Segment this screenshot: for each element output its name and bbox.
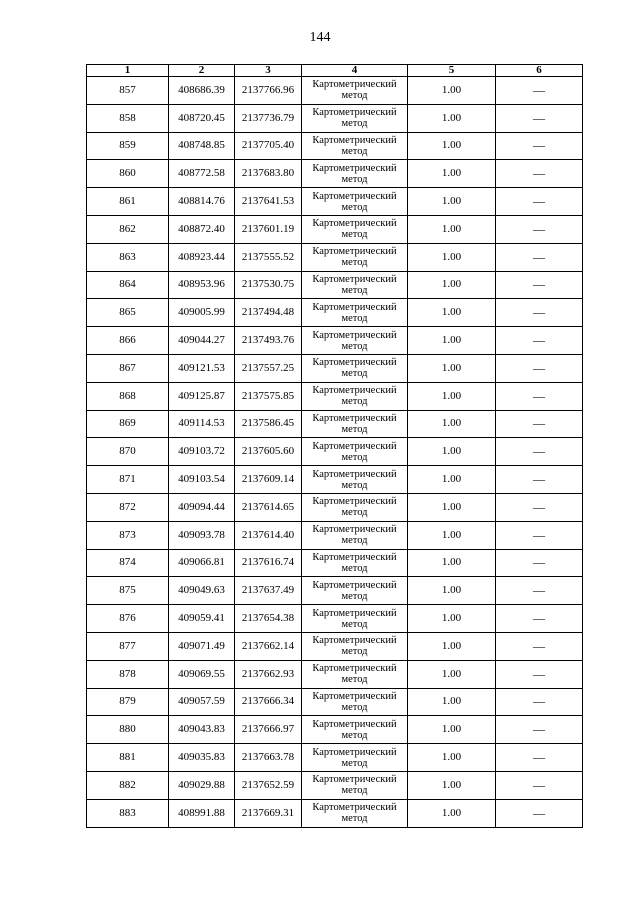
note-cell: — — [496, 188, 583, 216]
accuracy-cell: 1.00 — [408, 660, 496, 688]
accuracy-cell: 1.00 — [408, 188, 496, 216]
table-header-row — [87, 65, 583, 77]
x-coordinate-cell: 409049.63 — [169, 577, 235, 605]
method-cell: Картометрический метод — [302, 577, 408, 605]
x-coordinate-cell: 408991.88 — [169, 799, 235, 827]
method-cell: Картометрический метод — [302, 327, 408, 355]
method-cell: Картометрический метод — [302, 382, 408, 410]
accuracy-cell: 1.00 — [408, 688, 496, 716]
note-cell: — — [496, 632, 583, 660]
y-coordinate-cell: 2137666.34 — [235, 688, 302, 716]
accuracy-cell: 1.00 — [408, 327, 496, 355]
table-row — [87, 215, 583, 243]
y-coordinate-cell: 2137641.53 — [235, 188, 302, 216]
accuracy-cell: 1.00 — [408, 605, 496, 633]
point-number-cell: 875 — [87, 577, 169, 605]
point-number-cell: 863 — [87, 243, 169, 271]
accuracy-cell: 1.00 — [408, 77, 496, 105]
point-number-cell: 861 — [87, 188, 169, 216]
note-cell: — — [496, 744, 583, 772]
point-number-cell: 868 — [87, 382, 169, 410]
table-row — [87, 160, 583, 188]
note-cell: — — [496, 104, 583, 132]
point-number-cell: 870 — [87, 438, 169, 466]
point-number-cell: 869 — [87, 410, 169, 438]
y-coordinate-cell: 2137766.96 — [235, 77, 302, 105]
note-cell: — — [496, 771, 583, 799]
x-coordinate-cell: 409071.49 — [169, 632, 235, 660]
method-cell: Картометрический метод — [302, 160, 408, 188]
point-number-cell: 872 — [87, 493, 169, 521]
note-cell: — — [496, 243, 583, 271]
table-row — [87, 716, 583, 744]
table-row — [87, 493, 583, 521]
x-coordinate-cell: 409029.88 — [169, 771, 235, 799]
y-coordinate-cell: 2137683.80 — [235, 160, 302, 188]
table-row — [87, 354, 583, 382]
page-number: 144 — [309, 30, 331, 45]
y-coordinate-cell: 2137666.97 — [235, 716, 302, 744]
accuracy-cell: 1.00 — [408, 577, 496, 605]
point-number-cell: 857 — [87, 77, 169, 105]
accuracy-cell: 1.00 — [408, 382, 496, 410]
x-coordinate-cell: 409094.44 — [169, 493, 235, 521]
method-cell: Картометрический метод — [302, 188, 408, 216]
x-coordinate-cell: 409069.55 — [169, 660, 235, 688]
method-cell: Картометрический метод — [302, 132, 408, 160]
point-number-cell: 878 — [87, 660, 169, 688]
note-cell: — — [496, 466, 583, 494]
point-number-cell: 877 — [87, 632, 169, 660]
y-coordinate-cell: 2137605.60 — [235, 438, 302, 466]
note-cell: — — [496, 299, 583, 327]
accuracy-cell: 1.00 — [408, 716, 496, 744]
method-cell: Картометрический метод — [302, 243, 408, 271]
method-cell: Картометрический метод — [302, 771, 408, 799]
method-cell: Картометрический метод — [302, 493, 408, 521]
accuracy-cell: 1.00 — [408, 243, 496, 271]
accuracy-cell: 1.00 — [408, 104, 496, 132]
point-number-cell: 871 — [87, 466, 169, 494]
y-coordinate-cell: 2137555.52 — [235, 243, 302, 271]
table-row — [87, 521, 583, 549]
table-row — [87, 77, 583, 105]
y-coordinate-cell: 2137662.14 — [235, 632, 302, 660]
y-coordinate-cell: 2137654.38 — [235, 605, 302, 633]
table-row — [87, 771, 583, 799]
accuracy-cell: 1.00 — [408, 521, 496, 549]
table-row — [87, 549, 583, 577]
x-coordinate-cell: 408923.44 — [169, 243, 235, 271]
method-cell: Картометрический метод — [302, 716, 408, 744]
method-cell: Картометрический метод — [302, 466, 408, 494]
method-cell: Картометрический метод — [302, 744, 408, 772]
x-coordinate-cell: 409057.59 — [169, 688, 235, 716]
note-cell: — — [496, 799, 583, 827]
method-cell: Картометрический метод — [302, 410, 408, 438]
note-cell: — — [496, 160, 583, 188]
x-coordinate-cell: 409093.78 — [169, 521, 235, 549]
method-cell: Картометрический метод — [302, 605, 408, 633]
note-cell: — — [496, 493, 583, 521]
x-coordinate-cell: 408772.58 — [169, 160, 235, 188]
method-cell: Картометрический метод — [302, 438, 408, 466]
y-coordinate-cell: 2137669.31 — [235, 799, 302, 827]
table-row — [87, 799, 583, 827]
point-number-cell: 876 — [87, 605, 169, 633]
note-cell: — — [496, 215, 583, 243]
column-header: 2 — [169, 65, 235, 77]
table-row — [87, 104, 583, 132]
table-row — [87, 605, 583, 633]
accuracy-cell: 1.00 — [408, 132, 496, 160]
x-coordinate-cell: 408748.85 — [169, 132, 235, 160]
table-row — [87, 132, 583, 160]
x-coordinate-cell: 409059.41 — [169, 605, 235, 633]
note-cell: — — [496, 410, 583, 438]
table-row — [87, 410, 583, 438]
accuracy-cell: 1.00 — [408, 410, 496, 438]
y-coordinate-cell: 2137601.19 — [235, 215, 302, 243]
table-row — [87, 299, 583, 327]
accuracy-cell: 1.00 — [408, 438, 496, 466]
note-cell: — — [496, 688, 583, 716]
y-coordinate-cell: 2137616.74 — [235, 549, 302, 577]
note-cell: — — [496, 77, 583, 105]
point-number-cell: 881 — [87, 744, 169, 772]
accuracy-cell: 1.00 — [408, 160, 496, 188]
note-cell: — — [496, 549, 583, 577]
point-number-cell: 866 — [87, 327, 169, 355]
accuracy-cell: 1.00 — [408, 271, 496, 299]
x-coordinate-cell: 409044.27 — [169, 327, 235, 355]
point-number-cell: 867 — [87, 354, 169, 382]
x-coordinate-cell: 408814.76 — [169, 188, 235, 216]
x-coordinate-cell: 409103.72 — [169, 438, 235, 466]
y-coordinate-cell: 2137557.25 — [235, 354, 302, 382]
column-header: 5 — [408, 65, 496, 77]
method-cell: Картометрический метод — [302, 521, 408, 549]
point-number-cell: 883 — [87, 799, 169, 827]
accuracy-cell: 1.00 — [408, 771, 496, 799]
y-coordinate-cell: 2137493.76 — [235, 327, 302, 355]
table-row — [87, 744, 583, 772]
x-coordinate-cell: 408686.39 — [169, 77, 235, 105]
method-cell: Картометрический метод — [302, 632, 408, 660]
column-header: 4 — [302, 65, 408, 77]
x-coordinate-cell: 408953.96 — [169, 271, 235, 299]
note-cell: — — [496, 660, 583, 688]
x-coordinate-cell: 409103.54 — [169, 466, 235, 494]
note-cell: — — [496, 521, 583, 549]
method-cell: Картометрический метод — [302, 660, 408, 688]
note-cell: — — [496, 354, 583, 382]
y-coordinate-cell: 2137652.59 — [235, 771, 302, 799]
accuracy-cell: 1.00 — [408, 744, 496, 772]
accuracy-cell: 1.00 — [408, 215, 496, 243]
method-cell: Картометрический метод — [302, 215, 408, 243]
column-header: 3 — [235, 65, 302, 77]
table-row — [87, 466, 583, 494]
note-cell: — — [496, 716, 583, 744]
point-number-cell: 882 — [87, 771, 169, 799]
column-header: 6 — [496, 65, 583, 77]
x-coordinate-cell: 408872.40 — [169, 215, 235, 243]
method-cell: Картометрический метод — [302, 354, 408, 382]
y-coordinate-cell: 2137705.40 — [235, 132, 302, 160]
y-coordinate-cell: 2137575.85 — [235, 382, 302, 410]
table-row — [87, 660, 583, 688]
note-cell: — — [496, 382, 583, 410]
table-row — [87, 327, 583, 355]
table-row — [87, 188, 583, 216]
method-cell: Картометрический метод — [302, 104, 408, 132]
y-coordinate-cell: 2137614.65 — [235, 493, 302, 521]
table-row — [87, 382, 583, 410]
method-cell: Картометрический метод — [302, 77, 408, 105]
accuracy-cell: 1.00 — [408, 799, 496, 827]
accuracy-cell: 1.00 — [408, 299, 496, 327]
note-cell: — — [496, 271, 583, 299]
point-number-cell: 865 — [87, 299, 169, 327]
x-coordinate-cell: 409114.53 — [169, 410, 235, 438]
x-coordinate-cell: 409005.99 — [169, 299, 235, 327]
table-row — [87, 438, 583, 466]
note-cell: — — [496, 577, 583, 605]
note-cell: — — [496, 438, 583, 466]
table-row — [87, 577, 583, 605]
y-coordinate-cell: 2137494.48 — [235, 299, 302, 327]
y-coordinate-cell: 2137662.93 — [235, 660, 302, 688]
point-number-cell: 862 — [87, 215, 169, 243]
y-coordinate-cell: 2137609.14 — [235, 466, 302, 494]
point-number-cell: 858 — [87, 104, 169, 132]
y-coordinate-cell: 2137637.49 — [235, 577, 302, 605]
note-cell: — — [496, 132, 583, 160]
y-coordinate-cell: 2137586.45 — [235, 410, 302, 438]
method-cell: Картометрический метод — [302, 299, 408, 327]
y-coordinate-cell: 2137530.75 — [235, 271, 302, 299]
x-coordinate-cell: 409121.53 — [169, 354, 235, 382]
method-cell: Картометрический метод — [302, 688, 408, 716]
point-number-cell: 879 — [87, 688, 169, 716]
point-number-cell: 880 — [87, 716, 169, 744]
y-coordinate-cell: 2137614.40 — [235, 521, 302, 549]
x-coordinate-cell: 409125.87 — [169, 382, 235, 410]
point-number-cell: 874 — [87, 549, 169, 577]
column-header: 1 — [87, 65, 169, 77]
x-coordinate-cell: 408720.45 — [169, 104, 235, 132]
point-number-cell: 860 — [87, 160, 169, 188]
point-number-cell: 873 — [87, 521, 169, 549]
table-row — [87, 632, 583, 660]
method-cell: Картометрический метод — [302, 271, 408, 299]
y-coordinate-cell: 2137663.78 — [235, 744, 302, 772]
table-row — [87, 688, 583, 716]
accuracy-cell: 1.00 — [408, 549, 496, 577]
accuracy-cell: 1.00 — [408, 466, 496, 494]
x-coordinate-cell: 409035.83 — [169, 744, 235, 772]
note-cell: — — [496, 327, 583, 355]
method-cell: Картометрический метод — [302, 549, 408, 577]
point-number-cell: 864 — [87, 271, 169, 299]
x-coordinate-cell: 409043.83 — [169, 716, 235, 744]
coordinates-table — [86, 64, 583, 828]
accuracy-cell: 1.00 — [408, 493, 496, 521]
point-number-cell: 859 — [87, 132, 169, 160]
table-row — [87, 271, 583, 299]
method-cell: Картометрический метод — [302, 799, 408, 827]
accuracy-cell: 1.00 — [408, 354, 496, 382]
x-coordinate-cell: 409066.81 — [169, 549, 235, 577]
table-row — [87, 243, 583, 271]
y-coordinate-cell: 2137736.79 — [235, 104, 302, 132]
note-cell: — — [496, 605, 583, 633]
accuracy-cell: 1.00 — [408, 632, 496, 660]
